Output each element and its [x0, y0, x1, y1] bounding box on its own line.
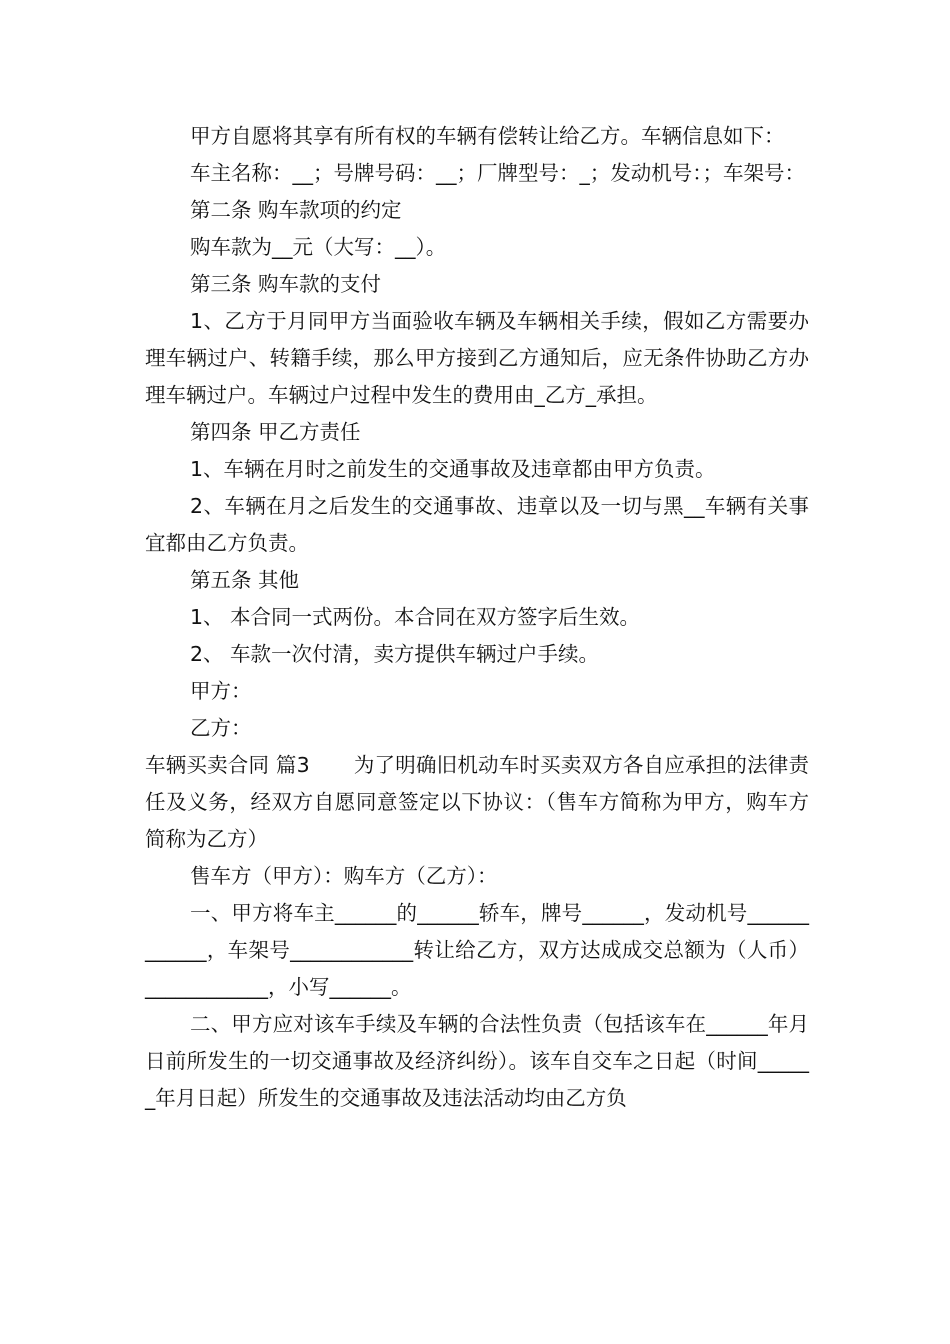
article-4-heading: 第四条 甲乙方责任 — [190, 420, 361, 444]
party-a-signature-line: 甲方： — [190, 679, 252, 703]
other-clause-1: 1、 本合同一式两份。本合同在双方签字后生效。 — [190, 605, 641, 629]
responsibility-clause-1: 1、车辆在月时之前发生的交通事故及违章都由甲方负责。 — [190, 457, 716, 481]
section-3-intro-paragraph — [145, 747, 809, 858]
party-b-signature-line: 乙方： — [190, 716, 252, 740]
responsibility-clause-2: 2、车辆在月之后发生的交通事故、违章以及一切与黑__车辆有关事宜都由乙方负责。 — [145, 494, 809, 555]
payment-amount-paragraph: 购车款为__元（大写：__）。 — [190, 235, 447, 259]
payment-clause-1: 1、乙方于月同甲方当面验收车辆及车辆相关手续，假如乙方需要办理车辆过户、转籍手续，那么甲方接到乙方通知后，应无条件协助乙方办理车辆过户。车辆过户过程中发生的费用由_乙方_承担。 — [145, 309, 809, 407]
contract-body — [145, 118, 809, 1117]
section-3-intro-text: 为了明确旧机动车时买卖双方各自应承担的法律责任及义务，经双方自愿同意签定以下协议：（售车方简称为甲方，购车方简称为乙方） — [145, 753, 810, 851]
transfer-details-clause: 一、甲方将车主______的______轿车，牌号______，发动机号____________，车架号____________转让给乙方，双方达成成交总额为（人币）____________，小写______。 — [145, 901, 809, 999]
section-3-heading: 车辆买卖合同 篇3 — [145, 753, 310, 777]
article-3-heading: 第三条 购车款的支付 — [190, 272, 382, 296]
seller-buyer-line: 售车方（甲方）：购车方（乙方）： — [190, 864, 498, 888]
other-clause-2: 2、 车款一次付清，卖方提供车辆过户手续。 — [190, 642, 600, 666]
vehicle-transfer-paragraph: 甲方自愿将其享有所有权的车辆有偿转让给乙方。车辆信息如下： — [190, 124, 785, 148]
article-5-heading: 第五条 其他 — [190, 568, 300, 592]
legality-clause: 二、甲方应对该车手续及车辆的合法性负责（包括该车在______年月日前所发生的一切交通事故及经济纠纷）。该车自交车之日起（时间______年月日起）所发生的交通事故及违法活动均由乙方负 — [145, 1012, 809, 1110]
article-2-heading: 第二条 购车款项的约定 — [190, 198, 402, 222]
vehicle-info-paragraph: 车主名称：__；号牌号码：__；厂牌型号：_；发动机号：；车架号： — [190, 161, 805, 185]
